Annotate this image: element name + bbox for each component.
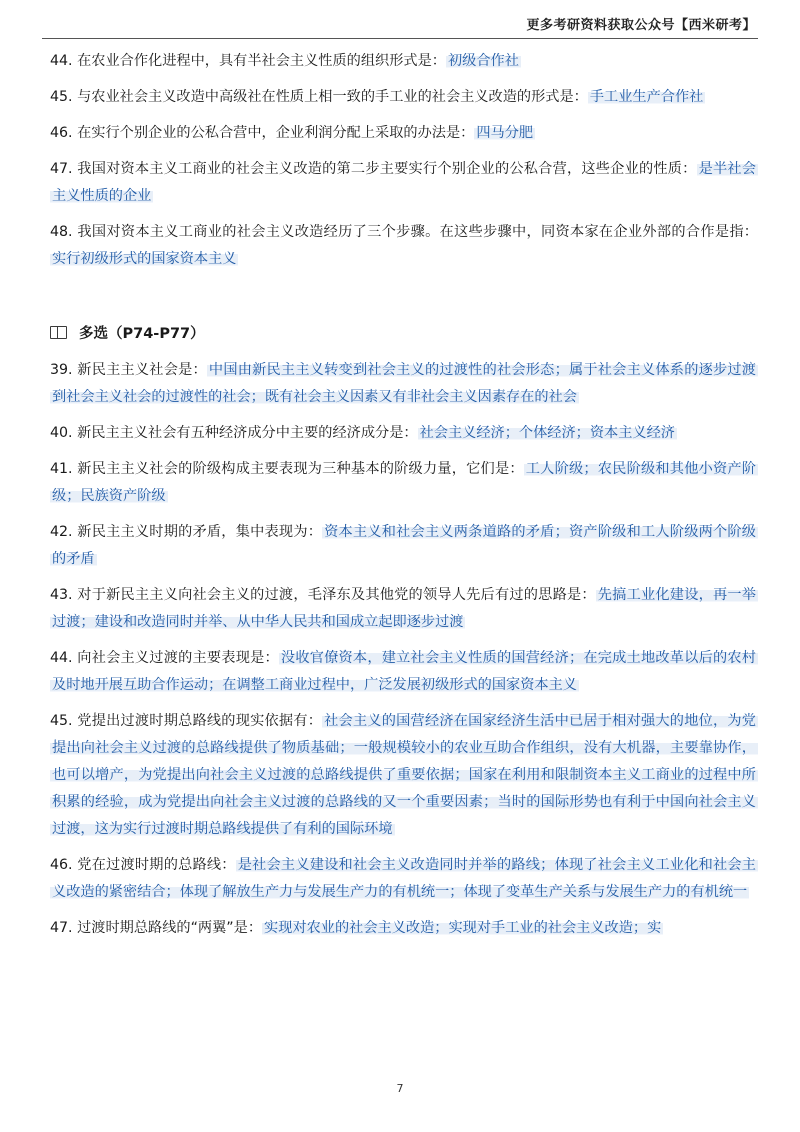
question-text: 43. 对于新民主主义向社会主义的过渡，毛泽东及其他党的领导人先后有过的思路是： [50, 587, 596, 603]
question-text: 47. 我国对资本主义工商业的社会主义改造的第二步主要实行个别企业的公私合营，这些企业的性质： [50, 161, 697, 177]
question-text: 39. 新民主主义社会是： [50, 362, 207, 378]
section-heading [50, 317, 758, 347]
answer-text: 四马分肥 [476, 125, 534, 141]
answer-text: 没收官僚资本，建立社会主义性质的国营经济；在完成土地改革以后的农村及时地开展互助合作运动；在调整工商业过程中，广泛发展初级形式的国家资本主义 [52, 650, 756, 693]
question-text: 42. 新民主主义时期的矛盾，集中表现为： [50, 524, 323, 540]
section-title: 多选（P74-P77） [79, 325, 205, 342]
question-item [50, 357, 758, 411]
question-item [50, 852, 758, 906]
answer-text: 实行初级形式的国家资本主义 [52, 251, 237, 267]
header-text: 更多考研资料获取公众号【西米研考】 [526, 18, 756, 33]
question-text: 44. 向社会主义过渡的主要表现是： [50, 650, 279, 666]
question-text: 45. 与农业社会主义改造中高级社在性质上相一致的手工业的社会主义改造的形式是： [50, 89, 588, 105]
page-number: 7 [396, 1082, 404, 1095]
answer-text: 是社会主义建设和社会主义改造同时并举的路线；体现了社会主义工业化和社会主义改造的紧密结合；体现了解放生产力与发展生产力的有机统一；体现了变革生产关系与发展生产力的有机统一 [52, 857, 756, 900]
question-text: 44. 在农业合作化进程中，具有半社会主义性质的组织形式是： [50, 53, 446, 69]
question-item [50, 84, 758, 111]
answer-text: 初级合作社 [447, 53, 519, 69]
question-item [50, 156, 758, 210]
answer-text: 社会主义的国营经济在国家经济生活中已居于相对强大的地位，为党提出向社会主义过渡的总路线提供了物质基础；一般规模较小的农业互助合作组织，没有大机器，主要靠协作，也可以增产，为党提出向社会主义过渡的总路线提供了重要依据；国家在利用和限制资本主义工商业的过程中所积累的经验，成为党提出向社会主义过渡的总路线的又一个重要因素；当时的国际形势也有利于中国向社会主义过渡，这为实行过渡时期总路线提供了有利的国际环境 [52, 713, 756, 837]
question-text: 46. 党在过渡时期的总路线： [50, 857, 236, 873]
question-item [50, 915, 758, 942]
answer-text: 是半社会主义性质的企业 [52, 161, 756, 204]
book-icon [50, 326, 67, 339]
answer-text: 社会主义经济；个体经济；资本主义经济 [419, 425, 675, 441]
question-text: 47. 过渡时期总路线的“两翼”是： [50, 920, 263, 936]
question-item [50, 582, 758, 636]
document-body [50, 48, 758, 951]
question-text: 48. 我国对资本主义工商业的社会主义改造经历了三个步骤。在这些步骤中，同资本家在企业外部的合作是指： [50, 224, 758, 240]
question-text: 45. 党提出过渡时期总路线的现实依据有： [50, 713, 323, 729]
question-item [50, 456, 758, 510]
question-item [50, 219, 758, 273]
question-item [50, 420, 758, 447]
answer-text: 手工业生产合作社 [589, 89, 704, 105]
question-item [50, 645, 758, 699]
answer-text: 先搞工业化建设，再一举过渡；建设和改造同时并举、从中华人民共和国成立起即逐步过渡 [52, 587, 756, 630]
question-text: 46. 在实行个别企业的公私合营中，企业利润分配上采取的办法是： [50, 125, 475, 141]
question-item [50, 519, 758, 573]
answer-text: 实现对农业的社会主义改造；实现对手工业的社会主义改造；实 [264, 920, 662, 936]
question-text: 41. 新民主主义社会的阶级构成主要表现为三种基本的阶级力量，它们是： [50, 461, 524, 477]
question-text: 40. 新民主主义社会有五种经济成分中主要的经济成分是： [50, 425, 418, 441]
answer-text: 工人阶级；农民阶级和其他小资产阶级；民族资产阶级 [52, 461, 756, 504]
answer-text: 中国由新民主主义转变到社会主义的过渡性的社会形态；属于社会主义体系的逐步过渡到社会主义社会的过渡性的社会；既有社会主义因素又有非社会主义因素存在的社会 [52, 362, 756, 405]
answer-text: 资本主义和社会主义两条道路的矛盾；资产阶级和工人阶级两个阶级的矛盾 [52, 524, 756, 567]
question-item [50, 708, 758, 843]
header-divider [42, 38, 758, 39]
question-item [50, 48, 758, 75]
question-item [50, 120, 758, 147]
